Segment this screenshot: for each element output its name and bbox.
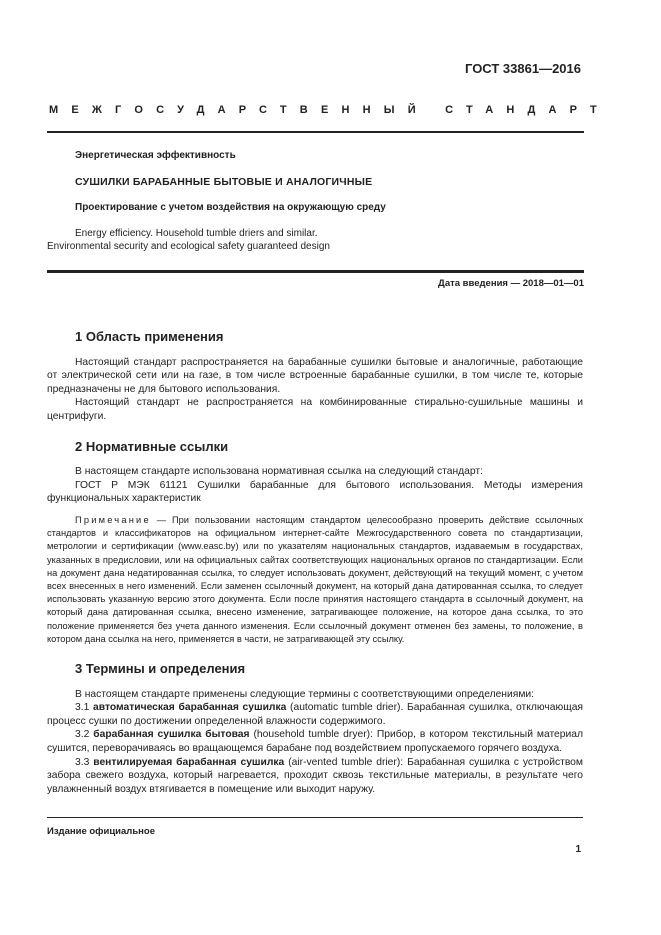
term-number: 3.3 (75, 756, 94, 768)
term-number: 3.2 (75, 729, 94, 741)
note-text: — При пользовании настоящим стандартом целесообразно проверить действие ссылочных стандартов и классификаторов на официальном интернет-сайте Межгосударственного совета по стандартизации, метрологии и сертификации (www.easc.by) или по указателям национальных стандартов, издаваемым в государствах, указанных в предисловии, или на официальных сайтах соответствующих национальных органов по стандартизации. Если на документ дана недатированная ссылка, то следует использовать документ, действующий на текущий момент, с учетом всех внесенных в него изменений. Если заменен ссылочный документ, на который дана датированная ссылка, то следует использовать указанную версию этого документа. Если после принятия настоящего стандарта в ссылочный документ, на который дана датированная ссылка, внесено изменение, затрагивающее положение, на которое дана ссылка, то это положение применяется без учета данного изменения. Если ссылочный документ отменен без замены, то положение, в котором дана ссылка на него, применяется в части, не затрагивающей эту ссылку. (47, 514, 583, 644)
section-heading: 1 Область применения (75, 329, 224, 344)
section-heading: 3 Термины и определения (75, 660, 246, 676)
paragraph: В настоящем стандарте применены следующие термины с соответствующими определениями: (75, 688, 535, 700)
paragraph: ГОСТ Р МЭК 61121 Сушилки барабанные для бытового использования. Методы измерения функциональных характеристик (47, 479, 583, 505)
title-english-line2: Environmental security and ecological safety guaranteed design (47, 241, 330, 252)
term-name: барабанная сушилка бытовая (93, 729, 250, 741)
section-scope (47, 330, 583, 424)
note-paragraph (47, 514, 583, 646)
paragraph: Настоящий стандарт не распространяется на комбинированные стирально-сушильные машины и центрифуги. (47, 397, 583, 422)
note-label: Примечание (75, 514, 151, 525)
term-name: вентилируемая барабанная сушилка (93, 756, 285, 768)
term-definition: (automatic tumble drier). Барабанная сушилка, отключающая процесс сушки по достижении определенной влажности содержимого. (47, 702, 583, 727)
paragraph: В настоящем стандарте использована нормативная ссылка на следующий стандарт: (75, 466, 483, 478)
term-entry (47, 701, 583, 728)
title-subtitle: Проектирование с учетом воздействия на окружающую среду (75, 202, 386, 213)
document-body (47, 330, 583, 796)
note (47, 514, 583, 646)
term-entry (47, 756, 583, 797)
section-normative-references (47, 440, 583, 646)
term-definition: (air-vented tumble drier): Барабанная сушилка с устройством забора свежего воздуха, который нагревается, проходит сквозь текстильные материалы, в результате чего увлажненный воздух втягивается в помещение или выходит наружу. (47, 756, 583, 795)
term-number: 3.1 (75, 702, 94, 714)
title-main: СУШИЛКИ БАРАБАННЫЕ БЫТОВЫЕ И АНАЛОГИЧНЫЕ (75, 176, 373, 188)
term-entry (47, 728, 583, 755)
header-rule (47, 131, 584, 133)
standard-code: ГОСТ 33861—2016 (465, 61, 581, 76)
interstate-standard-label: МЕЖГОСУДАРСТВЕННЫЙ СТАНДАРТ (49, 104, 610, 116)
official-edition-label: Издание официальное (47, 826, 155, 837)
title-rule (47, 270, 584, 273)
paragraph: Настоящий стандарт распространяется на барабанные сушилки бытовые и аналогичные, работающие от электрической сети или на газе, в том числе встроенные барабанные сушилки, в том числе те, которые предназначены не для бытового использования. (47, 356, 583, 395)
title-english (47, 227, 584, 253)
title-block (47, 150, 584, 253)
title-topic: Энергетическая эффективность (75, 150, 236, 161)
section-heading: 2 Нормативные ссылки (75, 438, 229, 454)
term-definition: (household tumble dryer): Прибор, в котором текстильный материал сушится, переворачиваясь во вращающемся барабане под воздействием пропускаемого горячего воздуха. (47, 729, 583, 754)
section-terms (47, 662, 583, 796)
page-number: 1 (575, 844, 581, 855)
footer-rule (47, 817, 583, 818)
term-name: автоматическая барабанная сушилка (93, 702, 287, 714)
title-english-line1: Energy efficiency. Household tumble driers and similar. (75, 228, 318, 239)
intro-date: Дата введения — 2018—01—01 (438, 278, 584, 289)
